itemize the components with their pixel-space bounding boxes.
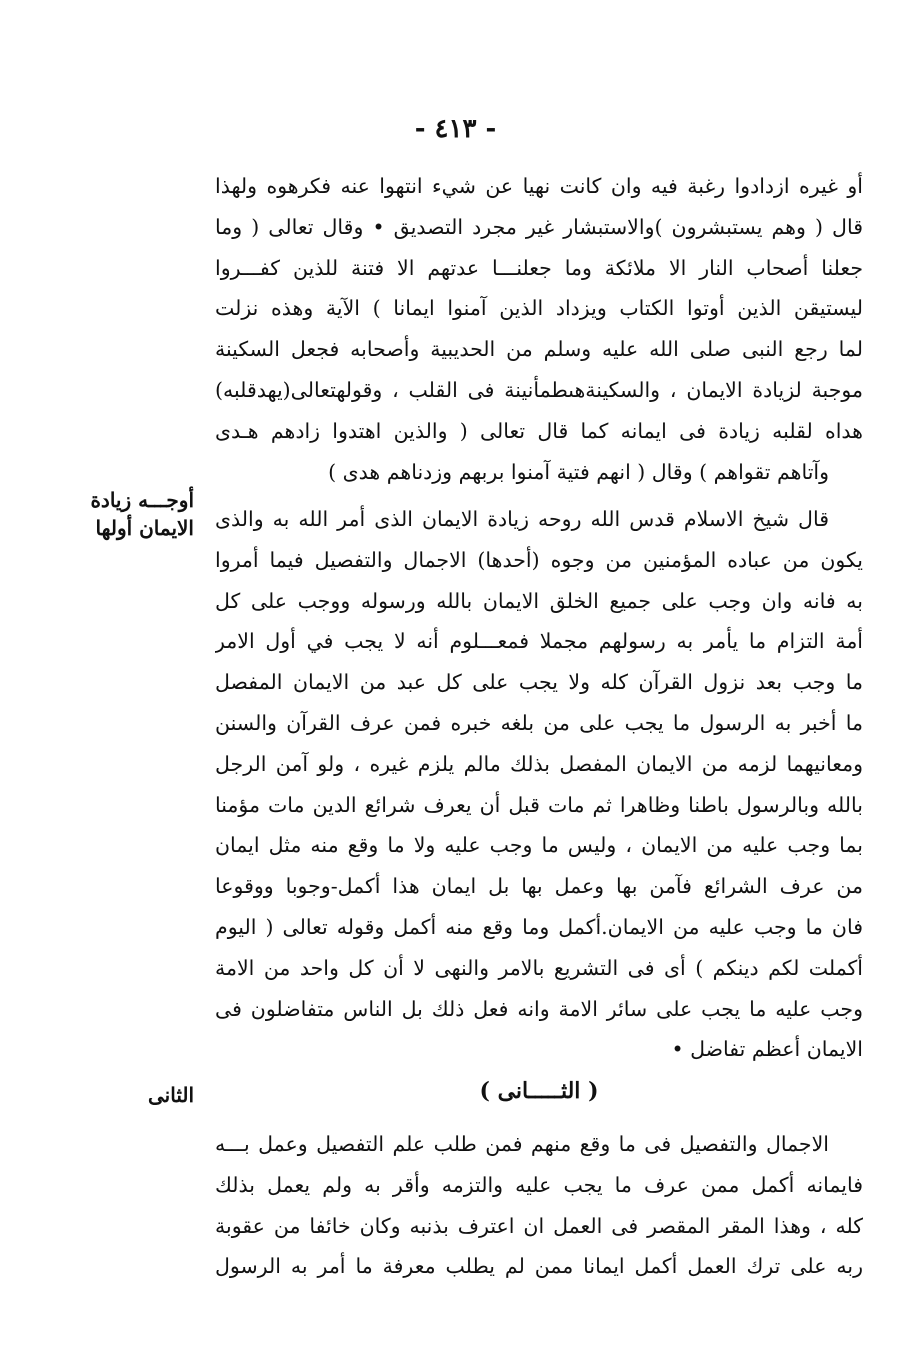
text-line: ما وجب بعد نزول القرآن كله ولا يجب على كل عبد من الايمان المفصل <box>215 670 863 695</box>
margin-note-line: الثانى <box>147 1083 194 1107</box>
text-line: موجبة لزيادة الايمان ، والسكينةهىطمأنينة فى القلب ، وقولهتعالى(يهدقلبه) <box>215 377 863 402</box>
text-line: فايمانه أكمل ممن عرف ما يجب عليه والتزمه وأقر به ولم يعمل بذلك <box>215 1172 863 1197</box>
text-line: أو غيره ازدادوا رغبة فيه وان كانت نهيا عن شيء انتهوا عنه فكرهوه ولهذا <box>215 174 863 198</box>
margin-note-increase-of-faith <box>52 486 194 542</box>
margin-note-line: أوجـــه زيادة <box>90 488 194 512</box>
text-line: وآتاهم تقواهم ) وقال ( انهم فتية آمنوا بربهم وزدناهم هدى ) <box>328 459 829 484</box>
text-line: ومعانيهما لزمه من الايمان المفصل بذلك مالم يلزم غيره ، ولو آمن الرجل <box>215 751 863 776</box>
paragraph-2 <box>215 499 863 1070</box>
page-number: - ٤١٣ - <box>414 114 497 144</box>
text-line: لما رجع النبى صلى الله عليه وسلم من الحديبية وأصحابه فجعل السكينة <box>215 337 863 362</box>
text-line: كله ، وهذا المقر المقصر فى العمل ان اعترف بذنبه وكان خائفا من عقوبة <box>215 1213 863 1238</box>
paragraph-1 <box>215 166 863 492</box>
text-line: بما وجب عليه من الايمان ، وليس ما وجب عليه ولا ما وقع منه مثل ايمان <box>215 833 863 858</box>
margin-note-second <box>52 1081 194 1109</box>
text-line: جعلنا أصحاب النار الا ملائكة وما جعلنـــا عدتهم الا فتنة للذين كفـــروا <box>215 255 863 280</box>
text-line: الايمان أعظم تفاضل • <box>671 1037 863 1062</box>
text-line: قال شيخ الاسلام قدس الله روحه زيادة الايمان الذى أمر الله به والذى <box>215 507 829 531</box>
text-line: بالله وبالرسول باطنا وظاهرا ثم مات قبل أن يعرف شرائع الدين مات مؤمنا <box>215 792 863 817</box>
text-line: قال ( وهم يستبشرون )والاستبشار غير مجرد التصديق • وقال تعالى ( وما <box>215 214 863 239</box>
paragraph-3 <box>215 1124 863 1287</box>
section-heading: ( الثـــــانى ) <box>479 1078 599 1104</box>
text-line: ما أخبر به الرسول ما يجب على من بلغه خبره فمن عرف القرآن والسنن <box>215 710 863 735</box>
text-line: ليستيقن الذين أوتوا الكتاب ويزداد الذين آمنوا ايمانا ) الآية وهذه نزلت <box>215 296 863 321</box>
text-line: هداه لقلبه زيادة فى ايمانه كما قال تعالى ( والذين اهتدوا زادهم هـدى <box>215 418 863 443</box>
text-line: فان ما وجب عليه من الايمان.أكمل وما وقع منه أكمل وقوله تعالى ( اليوم <box>215 914 863 939</box>
text-line: يكون من عباده المؤمنين من وجوه (أحدها) الاجمال والتفصيل فيما أمروا <box>215 547 863 572</box>
text-line: وجب عليه ما يجب على سائر الامة وانه فعل ذلك بل الناس متفاضلون فى <box>215 996 863 1021</box>
text-line: الاجمال والتفصيل فى ما وقع منهم فمن طلب علم التفصيل وعمل بـــه <box>215 1132 829 1156</box>
text-line: ربه على ترك العمل أكمل ايمانا ممن لم يطلب معرفة ما أمر به الرسول <box>215 1254 863 1279</box>
text-line: من عرف الشرائع فآمن بها وعمل بها بل ايمان هذا أكمل-وجوبا ووقوعا <box>215 874 863 899</box>
text-line: أكملت لكم دينكم ) أى فى التشريع بالامر والنهى لا أن كل واحد من الامة <box>215 955 863 980</box>
text-line: أمة التزام ما يأمر به رسولهم مجملا فمعـــلوم أنه لا يجب في أول الامر <box>215 629 863 654</box>
margin-note-line: الايمان أولها <box>95 516 194 540</box>
text-line: به فانه وان وجب على جميع الخلق الايمان بالله ورسوله ووجب على كل <box>215 588 863 613</box>
